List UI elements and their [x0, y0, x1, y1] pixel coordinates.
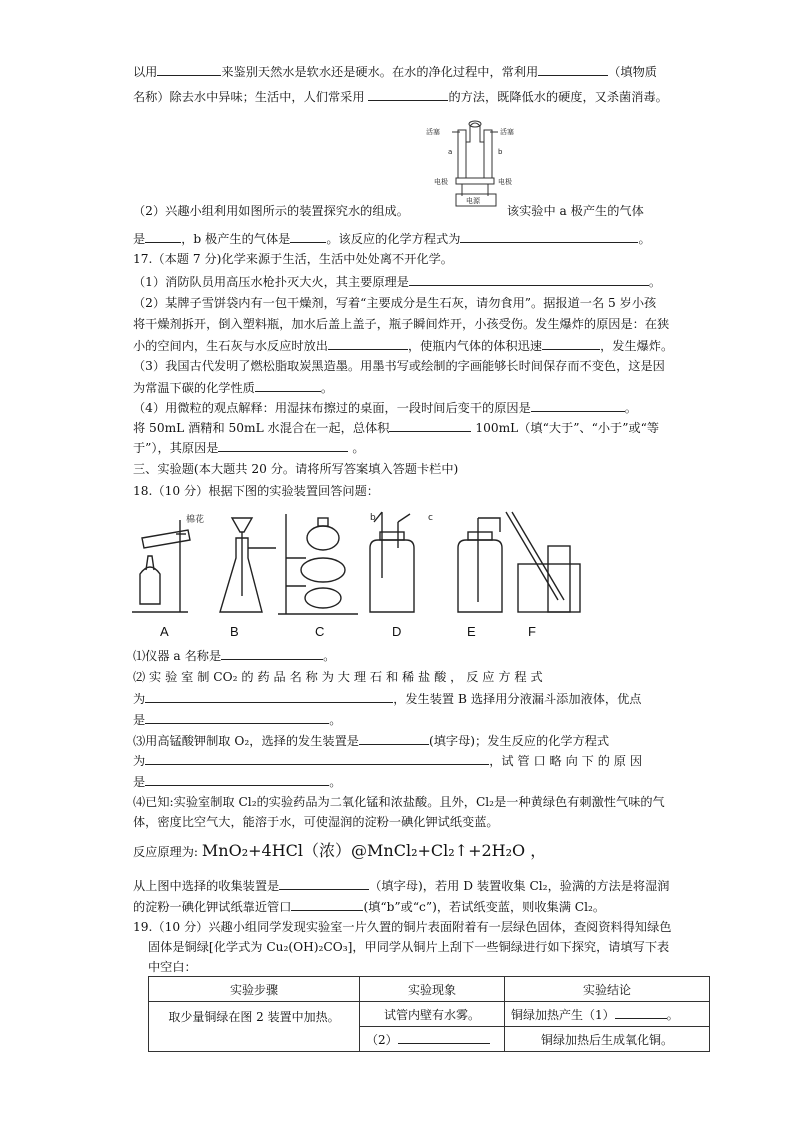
- p18-q2-line2: 为 ，发生装置 B 选择用分液漏斗添加液体，优点: [133, 689, 641, 708]
- p18-q4-line5: 的淀粉一碘化钾试纸靠近管口 (填“b”或“c”)，若试纸变蓝，则收集满 Cl₂。: [133, 897, 605, 916]
- p18-q4-line2: 体，密度比空气大，能溶于水，可使湿润的淀粉一碘化钾试纸变蓝。: [133, 815, 499, 829]
- figure-label-C: C: [315, 624, 325, 639]
- reaction-equation: MnO₂+4HCl（浓）@MnCl₂+Cl₂↑+2H₂O ，: [201, 841, 547, 860]
- p19-line3: 中空白：: [148, 960, 197, 974]
- figure-label-A: A: [160, 624, 169, 639]
- answer-blank[interactable]: [615, 1005, 667, 1019]
- figure-label-B: B: [230, 624, 239, 639]
- apparatus-figures: [128, 508, 588, 620]
- answer-blank[interactable]: [218, 438, 348, 452]
- answer-blank[interactable]: [291, 897, 363, 911]
- p18-q3-line3: 是 。: [133, 772, 341, 791]
- answer-blank[interactable]: [389, 418, 471, 432]
- answer-blank[interactable]: [359, 731, 429, 745]
- p17-q1: （1）消防队员用高压水枪扑灭大火，其主要原理是 。: [133, 272, 661, 291]
- answer-blank[interactable]: [409, 272, 649, 286]
- p16-line3: （2）兴趣小组利用如图所示的装置探究水的组成。 该实验中 a 极产生的气体: [133, 204, 644, 218]
- answer-blank[interactable]: [279, 876, 369, 890]
- p18-q2-line3: 是 。: [133, 710, 341, 729]
- answer-blank[interactable]: [145, 229, 181, 243]
- answer-blank[interactable]: [221, 646, 323, 660]
- p17-q2-line1: （2）某牌子雪饼袋内有一包干燥剂，写着“主要成分是生石灰，请勿食用”。据报道一名 5 岁小孩: [133, 296, 657, 310]
- svg-text:c: c: [428, 513, 433, 523]
- p18-q2-line1: ⑵ 实 验 室 制 CO₂ 的 药 品 名 称 为 大 理 石 和 稀 盐 酸 ， 反 应 方 程 式: [133, 670, 543, 684]
- p17-q4-line1: （4）用微粒的观点解释：用湿抹布擦过的桌面，一段时间后变干的原因是 。: [133, 398, 637, 417]
- table-header: 实验步骤: [149, 977, 360, 1002]
- p16-line4: 是 ，b 极产生的气体是 。该反应的化学方程式为 。: [133, 229, 651, 248]
- p18-q3-line1: ⑶用高锰酸钾制取 O₂，选择的发生装置是 (填字母)；发生反应的化学方程式: [133, 731, 609, 750]
- svg-text:活塞: 活塞: [426, 128, 440, 136]
- answer-blank[interactable]: [145, 751, 489, 765]
- answer-blank[interactable]: [460, 229, 638, 243]
- table-header-row: [149, 977, 710, 1002]
- table-cell: 取少量铜绿在图 2 装置中加热。: [149, 1002, 360, 1052]
- svg-text:b: b: [370, 513, 376, 523]
- answer-blank[interactable]: [290, 229, 326, 243]
- table-cell: （2）: [360, 1027, 505, 1052]
- answer-blank[interactable]: [145, 772, 329, 786]
- electrolysis-apparatus: [424, 118, 524, 210]
- answer-blank[interactable]: [145, 689, 393, 703]
- section-heading: 三、实验题(本大题共 20 分。请将所写答案填入答题卡栏中): [133, 462, 459, 476]
- answer-blank[interactable]: [398, 1030, 490, 1044]
- p18-title: 18.（10 分）根据下图的实验装置回答问题：: [133, 484, 379, 498]
- figure-label-E: E: [467, 624, 476, 639]
- answer-blank[interactable]: [368, 87, 448, 101]
- p17-q4-line3: 于”），其原因是 。: [133, 438, 365, 457]
- answer-blank[interactable]: [145, 710, 329, 724]
- p18-q4-formula: 反应原理为: MnO₂+4HCl（浓）@MnCl₂+Cl₂↑+2H₂O ，: [133, 841, 547, 860]
- p18-q4-line1: ⑷已知:实验室制取 Cl₂的实验药品为二氧化锰和浓盐酸。且外，Cl₂是一种黄绿色有刺激性气味的气: [133, 795, 665, 809]
- p16-line2: 名称）除去水中异味；生活中，人们常采用 的方法，既降低水的硬度，又杀菌消毒。: [133, 87, 668, 106]
- answer-blank[interactable]: [538, 62, 608, 76]
- table-row: [149, 1002, 710, 1027]
- answer-blank[interactable]: [328, 336, 408, 350]
- table-header: 实验现象: [360, 977, 505, 1002]
- p18-q4-line4: 从上图中选择的收集装置是 （填字母)，若用 D 装置收集 Cl₂，验满的方法是将湿润: [133, 876, 669, 895]
- svg-text:棉花: 棉花: [186, 515, 205, 525]
- svg-text:电源: 电源: [466, 197, 480, 205]
- p19-line2: 固体是铜绿[化学式为 Cu₂(OH)₂CO₃]，甲同学从铜片上刮下一些铜绿进行如下探究，请填写下表: [148, 940, 670, 954]
- table-cell: 铜绿加热产生（1） 。: [505, 1002, 710, 1027]
- svg-text:电极: 电极: [498, 178, 512, 186]
- figure-label-D: D: [392, 624, 402, 639]
- p16-line1: 以用 来鉴别天然水是软水还是硬水。在水的净化过程中，常利用 （填物质: [133, 62, 657, 81]
- table-header: 实验结论: [505, 977, 710, 1002]
- p19-line1: 19.（10 分）兴趣小组同学发现实验室一片久置的铜片表面附着有一层绿色固体，查阅资料得知绿色: [133, 920, 672, 934]
- p17-title: 17.（本题 7 分)化学来源于生活，生活中处处离不开化学。: [133, 252, 453, 266]
- figure-label-F: F: [528, 624, 536, 639]
- p17-q2-line3: 小的空间内，生石灰与水反应时放出 ，使瓶内气体的体积迅速 ，发生爆炸。: [133, 336, 673, 355]
- svg-text:b: b: [498, 148, 503, 156]
- p17-q2-line2: 将干燥剂拆开，倒入塑料瓶，加水后盖上盖子，瓶子瞬间炸开，小孩受伤。发生爆炸的原因是：在狭: [133, 317, 670, 331]
- table-cell: 铜绿加热后生成氧化铜。: [505, 1027, 710, 1052]
- p17-q4-line2: 将 50mL 酒精和 50mL 水混合在一起，总体积 100mL（填“大于”、“小于”或“等: [133, 418, 659, 437]
- answer-blank[interactable]: [542, 336, 600, 350]
- answer-blank[interactable]: [157, 62, 221, 76]
- p18-q1: ⑴仪器 a 名称是 。: [133, 646, 335, 665]
- svg-text:活塞: 活塞: [500, 128, 514, 136]
- results-table: [148, 976, 710, 1052]
- p17-q3-line2: 为常温下碳的化学性质 。: [133, 378, 333, 397]
- table-cell: 试管内壁有水雾。: [360, 1002, 505, 1027]
- answer-blank[interactable]: [531, 398, 625, 412]
- p18-q3-line2: 为 ，试 管 口 略 向 下 的 原 因: [133, 751, 642, 770]
- p17-q3-line1: （3）我国古代发明了燃松脂取炭黑造墨。用墨书写或绘制的字画能够长时间保存而不变色，这是因: [133, 359, 665, 373]
- svg-text:电极: 电极: [434, 178, 448, 186]
- svg-text:a: a: [448, 148, 453, 156]
- answer-blank[interactable]: [255, 378, 321, 392]
